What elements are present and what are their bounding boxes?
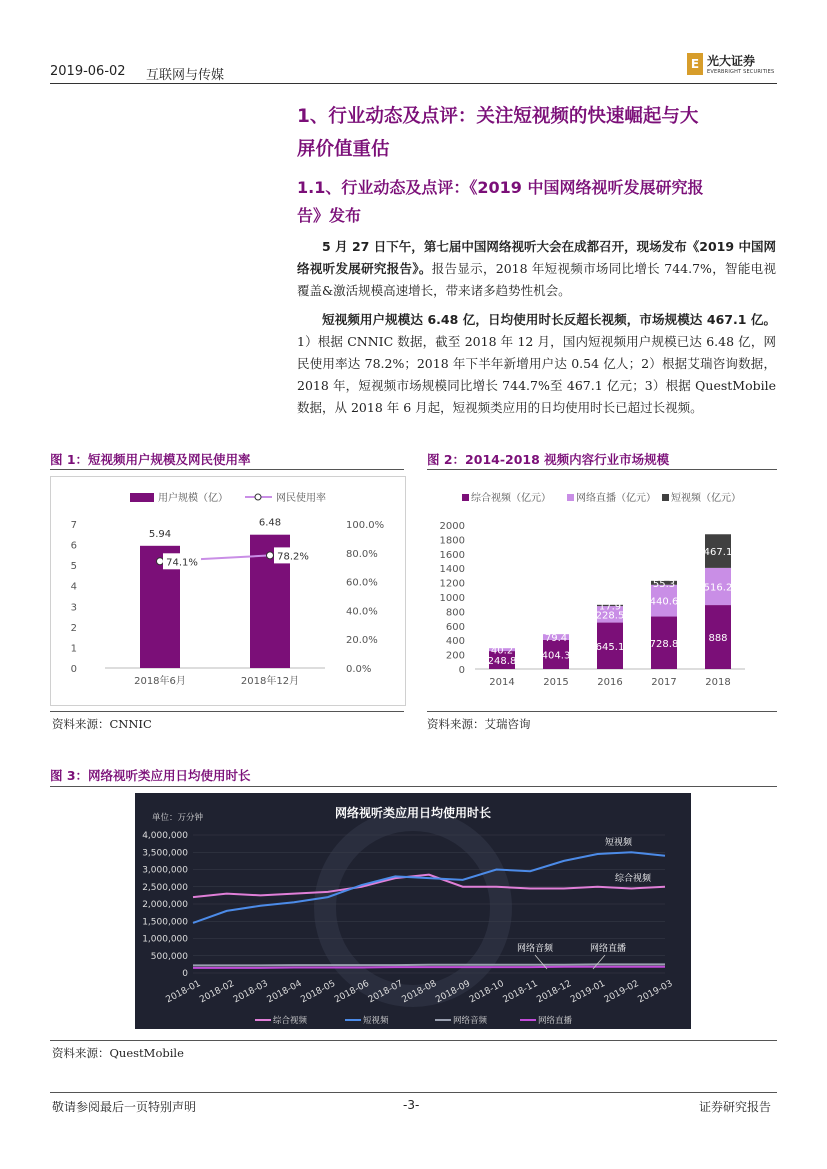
paragraph-1-lead: 5 月 27 日下午，第七届中国网络视听大会在成都召开，现场发布《2019 中国网络视听发展研究报告》。 (297, 239, 776, 276)
x-tick-label: 2018-11 (501, 978, 540, 1006)
x-tick-label: 2018年12月 (240, 676, 300, 687)
legend-marker-rate (255, 494, 261, 500)
y-tick-label: 3,000,000 (142, 865, 188, 876)
y-tick-label: 0 (458, 665, 465, 676)
y-tick-label: 1800 (439, 535, 465, 547)
figure-3-source: 资料来源：QuestMobile (52, 1046, 184, 1060)
legend-swatch-users (130, 493, 154, 502)
y-tick-label: 2000 (439, 521, 465, 532)
chart-user-scale (50, 476, 406, 706)
paragraph-1-body: 报告显示，2018 年短视频市场同比增长 744.7%，智能电视覆盖&激活规模高速增长，带来诸多趋势性机会。 (297, 261, 776, 298)
x-tick-label: 2018-02 (198, 978, 237, 1006)
x-tick-label: 2019-03 (636, 978, 675, 1006)
logo-en: EVERBRIGHT SECURITIES (707, 69, 775, 75)
y-tick-label: 4,000,000 (142, 831, 188, 841)
figure-3-bottom-rule (50, 1040, 777, 1041)
figure-1-title: 图 1：短视频用户规模及网民使用率 (50, 452, 251, 467)
y-tick-label: 2,500,000 (142, 882, 188, 893)
legend-label: 综合视频 (273, 1016, 308, 1026)
y-tick-label: 1200 (439, 578, 465, 590)
x-tick-label: 2018-01 (164, 978, 203, 1006)
figure-2-title: 图 2：2014-2018 视频内容行业市场规模 (427, 452, 670, 467)
x-tick-label: 2018年6月 (134, 676, 186, 687)
y2-tick-label: 100.0% (346, 520, 385, 531)
bar-segment-label: 40.2 (490, 645, 514, 657)
x-tick-label: 2018-07 (366, 978, 405, 1006)
report-date: 2019-06-02 (50, 64, 126, 79)
y2-tick-label: 20.0% (346, 635, 378, 647)
legend-label: 综合视频（亿元） (471, 493, 551, 504)
x-tick-label: 2015 (543, 677, 569, 688)
chart-market-scale (427, 476, 777, 706)
bar-value-label: 6.48 (258, 517, 282, 529)
bar-segment-label: 17.9 (598, 601, 622, 613)
bar-value-label: 5.94 (148, 528, 172, 540)
legend-label: 网络直播（亿元） (576, 493, 656, 504)
rate-value-label: 74.1% (166, 557, 198, 569)
paragraph-2 (297, 309, 776, 419)
paragraph-1 (297, 236, 776, 302)
legend-swatch (567, 494, 574, 501)
y-tick-label: 2 (70, 622, 77, 634)
bar-segment-label: 467.1 (703, 547, 733, 559)
y-tick-label: 5 (70, 561, 77, 573)
legend-swatch (662, 494, 669, 501)
x-tick-label: 2018-09 (434, 978, 473, 1006)
y2-tick-label: 60.0% (346, 577, 378, 589)
series-line (193, 964, 665, 965)
x-tick-label: 2019-02 (602, 978, 641, 1006)
bar-segment-label: 79.4 (544, 633, 568, 645)
footer-report-type: 证券研究报告 (699, 1100, 772, 1114)
bar-segment-label: 228.5 (595, 610, 625, 622)
rate-point (267, 552, 274, 559)
figure-2-top-rule (427, 469, 777, 470)
rate-value-label: 78.2% (277, 551, 309, 563)
figure-1-top-rule (50, 469, 404, 470)
x-tick-label: 2018 (705, 677, 731, 688)
bar-segment-label: 645.1 (595, 641, 625, 653)
footer-divider (50, 1092, 777, 1093)
y-tick-label: 1400 (439, 564, 465, 576)
series-label: 综合视频 (615, 874, 652, 884)
unit-label: 单位：万分钟 (152, 813, 204, 823)
section-heading (297, 100, 779, 166)
x-tick-label: 2014 (489, 677, 515, 688)
figure-3-top-rule (50, 786, 777, 787)
y-tick-label: 3,500,000 (142, 848, 188, 859)
legend-label-rate: 网民使用率 (276, 493, 326, 504)
y-tick-label: 0 (182, 969, 188, 979)
x-tick-label: 2018-10 (467, 978, 506, 1006)
header-divider (50, 83, 777, 84)
section-heading-line2: 屏价值重估 (297, 139, 390, 160)
subsection-heading-line2: 告》发布 (297, 206, 362, 225)
paragraph-2-lead: 短视频用户规模达 6.48 亿，日均使用时长反超长视频，市场规模达 467.1 亿。 (322, 312, 776, 327)
y-tick-label: 1600 (439, 549, 465, 561)
bar-segment-label: 728.8 (649, 638, 679, 650)
bar-segment-label: 516.2 (703, 582, 733, 594)
y-tick-label: 3 (70, 602, 77, 614)
bar-segment-label: 55.3 (652, 578, 676, 590)
x-tick-label: 2018-12 (535, 978, 574, 1006)
y-tick-label: 2,000,000 (142, 900, 188, 910)
figure-3-title: 图 3：网络视听类应用日均使用时长 (50, 768, 251, 783)
report-category: 互联网与传媒 (146, 68, 225, 83)
x-tick-label: 2018-08 (400, 978, 439, 1006)
x-tick-label: 2016 (597, 677, 623, 688)
y-tick-label: 1,500,000 (142, 917, 188, 928)
y-tick-label: 1,000,000 (142, 934, 188, 945)
legend-swatch (462, 494, 469, 501)
legend-label: 短视频 (363, 1016, 389, 1026)
legend-label-users: 用户规模（亿） (158, 493, 228, 504)
figure-1-bottom-rule (50, 711, 404, 712)
rate-point (157, 558, 164, 565)
section-heading-line1: 1、行业动态及点评：关注短视频的快速崛起与大 (297, 106, 699, 127)
y-tick-label: 400 (445, 636, 465, 648)
series-label: 网络音频 (517, 944, 554, 954)
footer-disclaimer: 敬请参阅最后一页特别声明 (52, 1100, 197, 1114)
series-label: 短视频 (605, 838, 633, 848)
y-tick-label: 1000 (439, 593, 465, 604)
figure-2-source: 资料来源：艾瑞咨询 (427, 717, 531, 731)
x-tick-label: 2018-06 (333, 978, 371, 1006)
y-tick-label: 7 (70, 520, 77, 531)
y-tick-label: 1 (70, 643, 77, 655)
bar-segment-label: 440.6 (649, 596, 679, 608)
figure-1-source: 资料来源：CNNIC (52, 717, 152, 731)
company-logo (687, 52, 774, 75)
x-tick-label: 2019-01 (569, 978, 607, 1006)
y-tick-label: 800 (445, 607, 465, 619)
subsection-heading (297, 174, 779, 230)
series-label: 网络直播 (590, 944, 627, 954)
y-tick-label: 0 (70, 664, 77, 675)
y-tick-label: 4 (70, 581, 77, 593)
y-tick-label: 500,000 (150, 951, 188, 962)
legend-label: 网络直播 (538, 1016, 573, 1026)
legend-label: 网络音频 (453, 1016, 488, 1026)
subsection-heading-line1: 1.1、行业动态及点评：《2019 中国网络视听发展研究报 (297, 178, 704, 197)
y-tick-label: 200 (445, 650, 465, 662)
y2-tick-label: 80.0% (346, 548, 378, 560)
bar-segment-label: 404.3 (541, 650, 571, 662)
x-tick-label: 2018-05 (299, 978, 338, 1006)
y-tick-label: 600 (445, 621, 465, 633)
legend-label: 短视频（亿元） (671, 493, 741, 504)
bar-segment-label: 888 (708, 633, 728, 645)
bar-segment-label: 248.8 (487, 656, 517, 668)
page-number: -3- (403, 1098, 420, 1112)
paragraph-2-body: 1）根据 CNNIC 数据，截至 2018 年 12 月，国内短视频用户规模已达 6.48 亿，网民使用率达 78.2%；2018 年下半年新增用户达 0.54 亿人；2）根据艾瑞咨询数据，2018 年，短视频市场规模同比增长 744.7%至 467.1 亿元；3）根据 QuestMobile 数据，从 2018 年 6 月起，短视频类应用的日均使用时长已超过长视频。 (297, 334, 776, 415)
y-tick-label: 6 (70, 540, 77, 552)
x-tick-label: 2018-04 (265, 978, 304, 1006)
figure-2-bottom-rule (427, 711, 777, 712)
logo-mark-icon: E (687, 53, 703, 75)
x-tick-label: 2017 (651, 677, 677, 688)
chart-daily-usage (135, 793, 691, 1029)
y2-tick-label: 0.0% (346, 664, 372, 675)
y2-tick-label: 40.0% (346, 606, 378, 618)
logo-cn: 光大证券 (707, 54, 756, 68)
chart-title: 网络视听类应用日均使用时长 (334, 806, 492, 820)
x-tick-label: 2018-03 (231, 978, 270, 1006)
